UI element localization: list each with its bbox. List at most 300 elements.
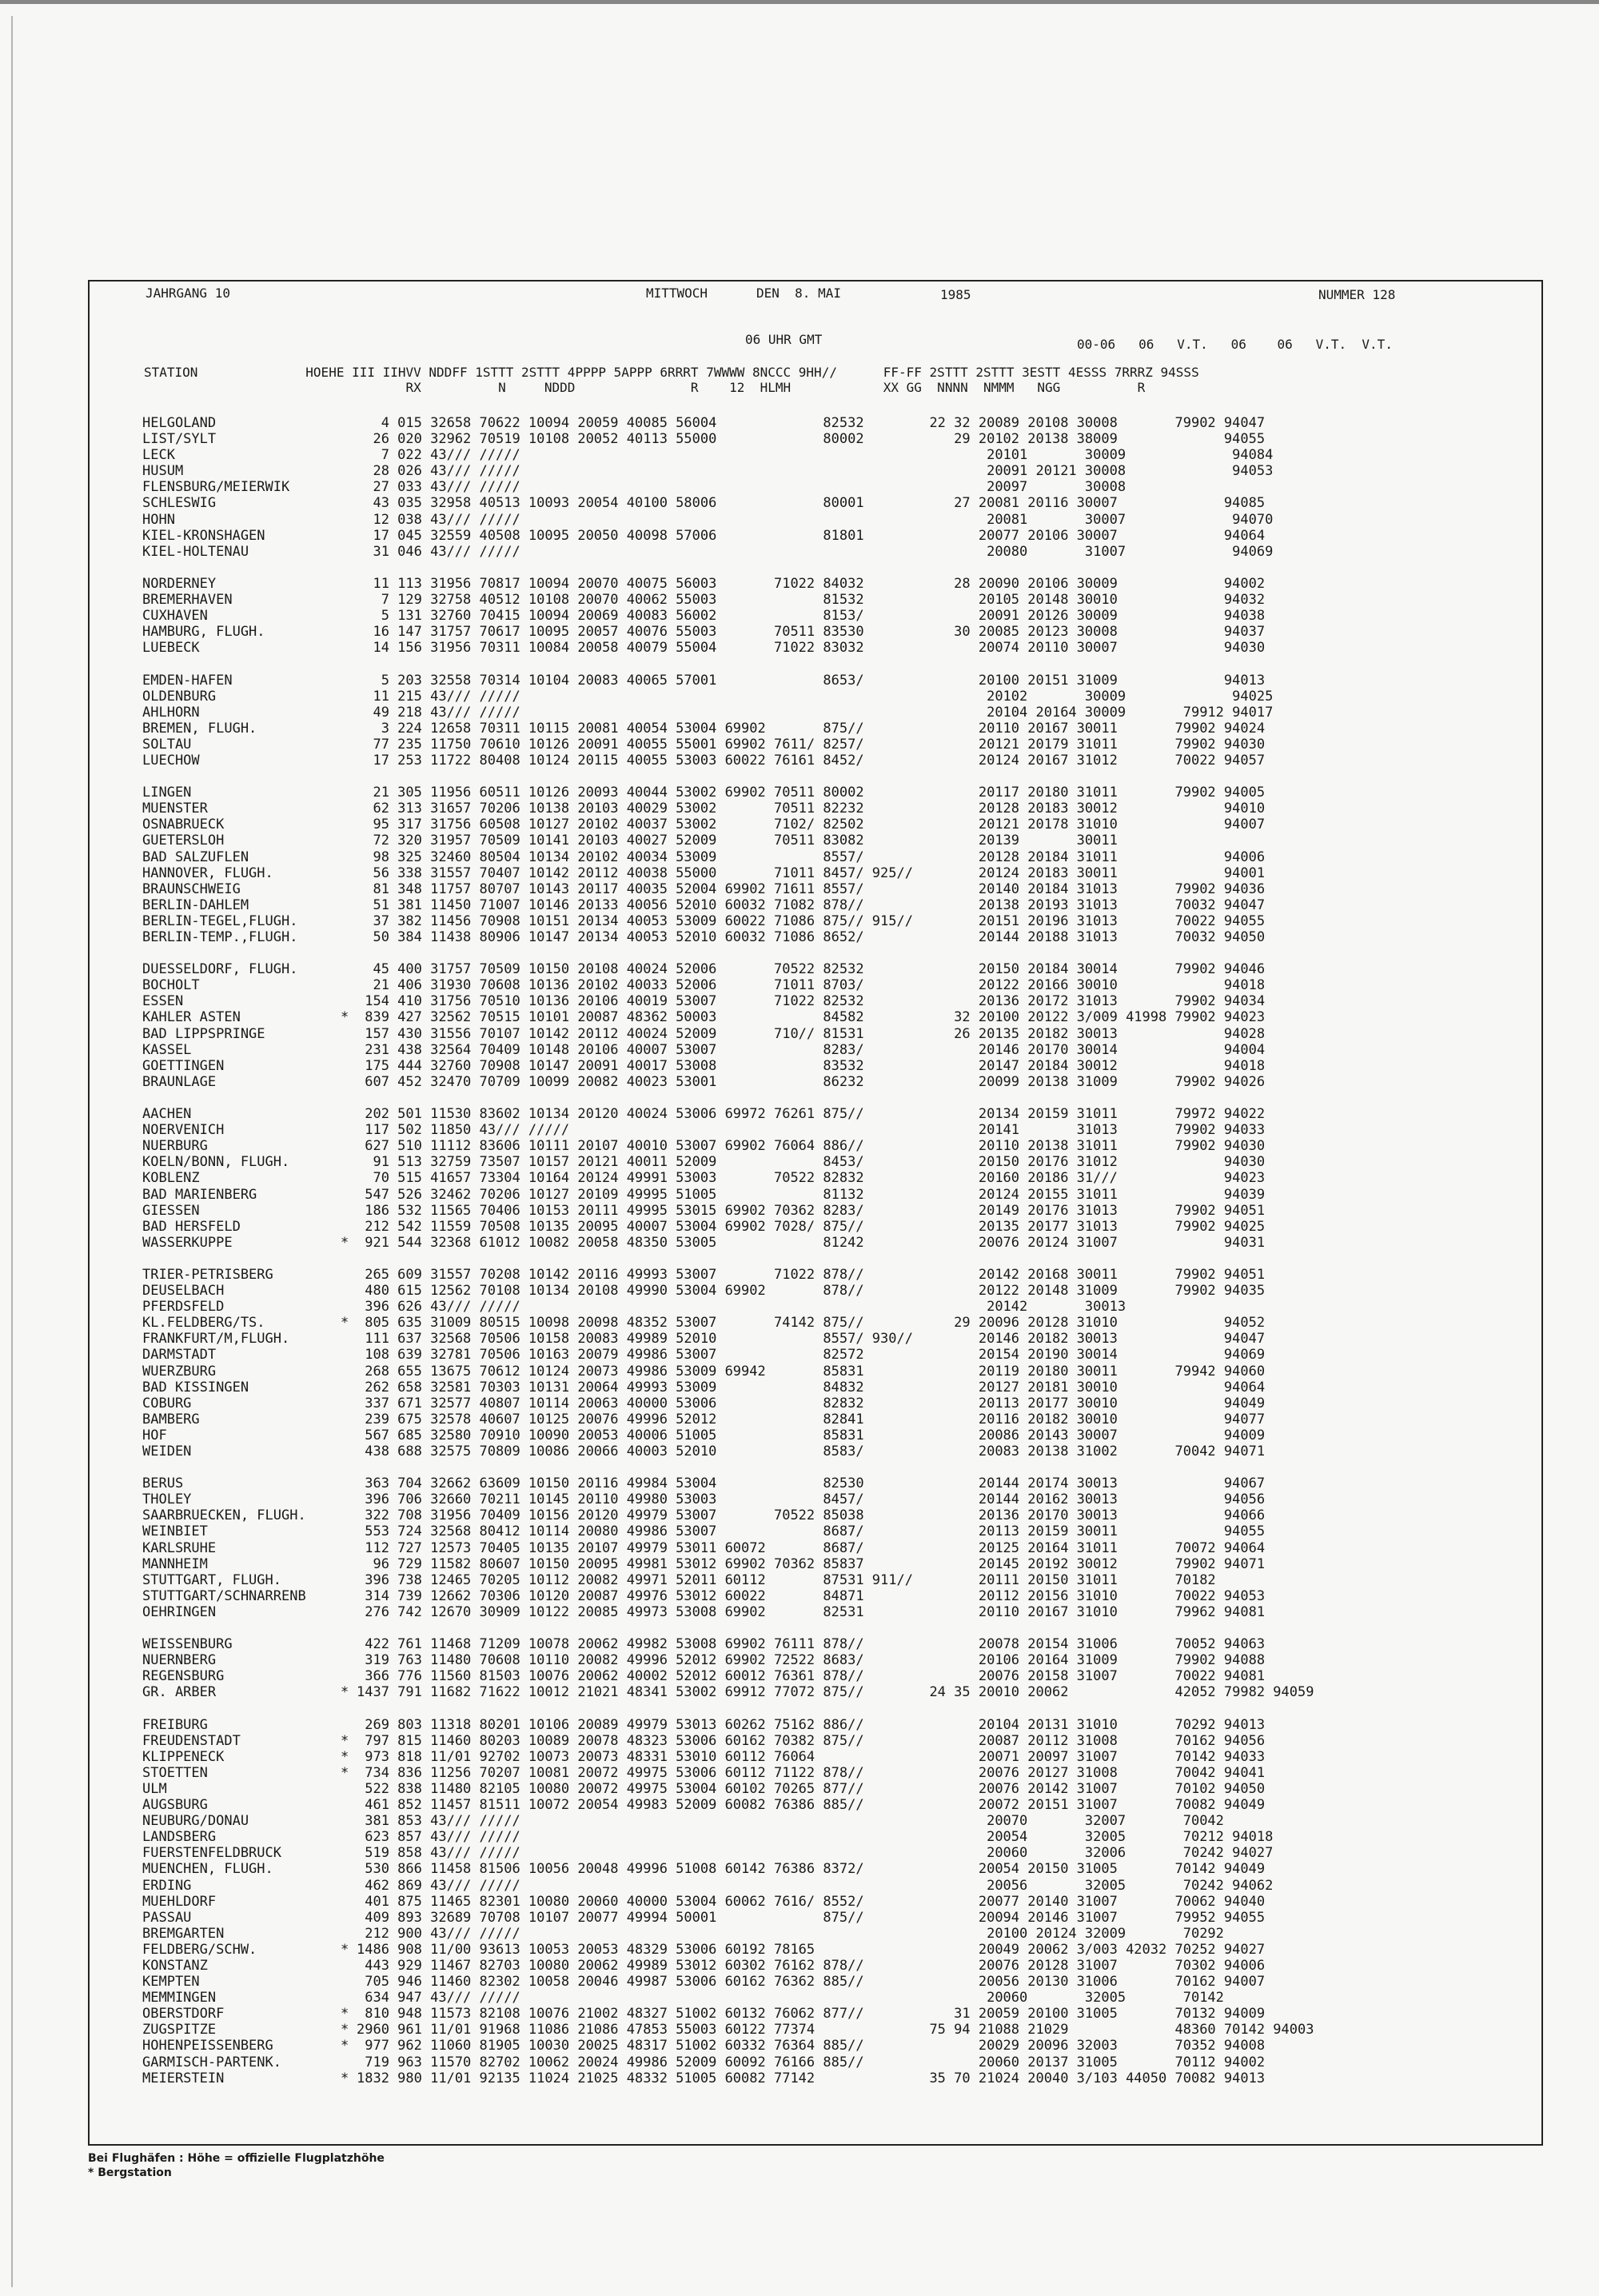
mountain-station-marker <box>341 479 357 495</box>
mountain-station-marker <box>341 1845 357 1861</box>
station-observation-values: 381 853 43/// ///// 20070 32007 70042 <box>357 1813 1224 1830</box>
station-name: TRIER-PETRISBERG <box>142 1266 273 1283</box>
station-observation-values: 719 963 11570 82702 10062 20024 49986 52009 60092 76166 885// 20060 20137 31005 70112 94002 <box>357 2054 1266 2070</box>
mountain-station-marker <box>341 431 357 447</box>
station-observation-values: 973 818 11/01 92702 10073 20073 48331 53010 60112 76064 20071 20097 31007 70142 94033 <box>357 1748 1266 1765</box>
station-observation-values: 12 038 43/// ///// 20081 30007 94070 <box>357 511 1274 528</box>
table-row <box>142 865 1314 881</box>
station-observation-values: 265 609 31557 70208 10142 20116 49993 53007 71022 878// 20142 20168 30011 79902 94051 <box>357 1266 1266 1283</box>
mountain-station-marker <box>341 961 357 977</box>
station-observation-values: 810 948 11573 82108 10076 21002 48327 51002 60132 76062 877// 31 20059 20100 31005 70132 94009 <box>357 2006 1266 2022</box>
mountain-station-marker <box>341 1668 357 1684</box>
station-observation-values: 108 639 32781 70506 10163 20079 49986 53007 82572 20154 20190 30014 94069 <box>357 1347 1266 1364</box>
station-observation-values: 4 015 32658 70622 10094 20059 40085 56004 82532 22 32 20089 20108 30008 79902 94047 <box>357 415 1266 431</box>
station-name: EMDEN-HAFEN <box>142 672 233 689</box>
station-observation-values: 262 658 32581 70303 10131 20064 49993 53009 84832 20127 20181 30010 94064 <box>357 1379 1266 1396</box>
station-name: AACHEN <box>142 1106 192 1123</box>
station-name: FUERSTENFELDBRUCK <box>142 1845 281 1862</box>
mountain-station-marker: * <box>341 1009 349 1026</box>
mountain-station-marker <box>341 929 357 945</box>
table-row <box>142 1684 1314 1700</box>
station-name: SOLTAU <box>142 736 192 753</box>
table-row <box>142 528 1314 544</box>
table-row <box>142 1604 1314 1620</box>
station-observation-values: 805 635 31009 80515 10098 20098 48352 53007 74142 875// 29 20096 20128 31010 94052 <box>357 1315 1266 1332</box>
group-spacer <box>142 1251 1314 1267</box>
station-name: KEMPTEN <box>142 1974 200 1991</box>
station-observation-values: 921 544 32368 61012 10082 20058 48350 53005 81242 20076 20124 31007 94031 <box>357 1234 1266 1251</box>
table-row <box>142 1219 1314 1235</box>
station-name: REGENSBURG <box>142 1668 225 1685</box>
table-row <box>142 495 1314 511</box>
table-row <box>142 1364 1314 1380</box>
station-name: SCHLESWIG <box>142 495 217 512</box>
station-name: GUETERSLOH <box>142 833 225 849</box>
mountain-station-marker <box>341 1364 357 1380</box>
station-observation-values: 11 215 43/// ///// 20102 30009 94025 <box>357 688 1274 705</box>
station-observation-values: 62 313 31657 70206 10138 20103 40029 53002 70511 82232 20128 20183 30012 94010 <box>357 801 1266 817</box>
mountain-station-marker <box>341 1652 357 1668</box>
group-spacer <box>142 1701 1314 1717</box>
station-observation-values: 366 776 11560 81503 10076 20062 40002 52012 60012 76361 878// 20076 20158 31007 70022 94081 <box>357 1668 1266 1685</box>
mountain-station-marker: * <box>341 2070 349 2086</box>
station-table <box>142 415 1314 2086</box>
station-name: LUEBECK <box>142 640 200 657</box>
mountain-station-marker <box>341 544 357 560</box>
table-row <box>142 1717 1314 1733</box>
mountain-station-marker <box>341 865 357 881</box>
mountain-station-marker <box>341 1958 357 1974</box>
station-observation-values: 11 113 31956 70817 10094 20070 40075 56003 71022 84032 28 20090 20106 30009 94002 <box>357 575 1266 592</box>
station-observation-values: 186 532 11565 70406 10153 20111 49995 53015 69902 70362 8283/ 20149 20176 31013 79902 94051 <box>357 1202 1266 1219</box>
station-observation-values: 461 852 11457 81511 10072 20054 49983 52009 60082 76386 885// 20072 20151 31007 70082 94049 <box>357 1797 1266 1814</box>
station-name: STUTTGART, FLUGH. <box>142 1571 281 1588</box>
table-row <box>142 737 1314 753</box>
table-row <box>142 1122 1314 1138</box>
station-observation-values: 268 655 13675 70612 10124 20073 49986 53009 69942 85831 20119 20180 30011 79942 94060 <box>357 1363 1266 1380</box>
table-row <box>142 1009 1314 1025</box>
issue-number: NUMMER 128 <box>1318 287 1396 302</box>
table-row <box>142 2054 1314 2070</box>
station-observation-values: 212 542 11559 70508 10135 20095 40007 53004 69902 7028/ 875// 20135 20177 31013 79902 94025 <box>357 1218 1266 1235</box>
station-name: KIEL-HOLTENAU <box>142 543 249 560</box>
table-row <box>142 881 1314 897</box>
station-name: LINGEN <box>142 785 192 801</box>
table-row <box>142 913 1314 929</box>
station-name: MUENCHEN, FLUGH. <box>142 1861 273 1878</box>
table-row <box>142 1733 1314 1749</box>
mountain-station-marker <box>341 1604 357 1620</box>
station-name: HELGOLAND <box>142 415 217 431</box>
mountain-station-marker <box>341 1138 357 1154</box>
station-observation-values: 212 900 43/// ///// 20100 20124 32009 70292 <box>357 1925 1224 1942</box>
station-name: AHLHORN <box>142 704 200 721</box>
station-name: KL.FELDBERG/TS. <box>142 1315 265 1332</box>
station-name: BREMEN, FLUGH. <box>142 720 257 737</box>
station-name: DUESSELDORF, FLUGH. <box>142 961 298 978</box>
table-row <box>142 544 1314 560</box>
mountain-station-marker <box>341 1572 357 1588</box>
station-name: PASSAU <box>142 1909 192 1926</box>
mountain-station-marker <box>341 785 357 801</box>
station-name: BRAUNSCHWEIG <box>142 880 241 897</box>
station-observation-values: 117 502 11850 43/// ///// 20141 31013 79902 94033 <box>357 1122 1266 1139</box>
table-row <box>142 1187 1314 1203</box>
station-observation-values: 31 046 43/// ///// 20080 31007 94069 <box>357 543 1274 560</box>
table-row <box>142 1347 1314 1363</box>
station-observation-values: 239 675 32578 40607 10125 20076 49996 52012 82841 20116 20182 30010 94077 <box>357 1411 1266 1428</box>
station-name: BREMERHAVEN <box>142 592 233 609</box>
station-observation-values: 634 947 43/// ///// 20060 32005 70142 <box>357 1990 1224 2007</box>
group-spacer <box>142 1620 1314 1636</box>
mountain-station-marker <box>341 495 357 511</box>
mountain-station-marker <box>341 528 357 544</box>
station-observation-values: 319 763 11480 70608 10110 20082 49996 52012 69902 72522 8683/ 20106 20164 31009 79902 94088 <box>357 1652 1266 1669</box>
mountain-station-marker: * <box>341 1315 349 1332</box>
mountain-station-marker: * <box>341 1234 349 1251</box>
station-name: FELDBERG/SCHW. <box>142 1941 257 1958</box>
table-row <box>142 431 1314 447</box>
mountain-station-marker <box>341 576 357 592</box>
table-row <box>142 608 1314 624</box>
station-observation-values: 154 410 31756 70510 10136 20106 40019 53007 71022 82532 20136 20172 31013 79902 94034 <box>357 993 1266 1010</box>
mountain-station-marker <box>341 705 357 721</box>
mountain-station-marker <box>341 1910 357 1926</box>
date-label: DEN 8. MAI <box>756 286 841 301</box>
mountain-station-marker <box>341 1283 357 1299</box>
station-name: STUTTGART/SCHNARRENB <box>142 1587 306 1604</box>
station-name: MEIERSTEIN <box>142 2070 225 2086</box>
mountain-station-marker <box>341 1347 357 1363</box>
station-observation-values: 5 203 32558 70314 10104 20083 40065 57001 8653/ 20100 20151 31009 94013 <box>357 672 1266 689</box>
station-name: DEUSELBACH <box>142 1283 225 1300</box>
table-row <box>142 1315 1314 1331</box>
station-observation-values: 175 444 32760 70908 10147 20091 40017 53008 83532 20147 20184 30012 94018 <box>357 1057 1266 1074</box>
station-observation-values: 553 724 32568 80412 10114 20080 49986 53007 8687/ 20113 20159 30011 94055 <box>357 1523 1266 1540</box>
station-observation-values: 396 706 32660 70211 10145 20110 49980 53003 8457/ 20144 20162 30013 94056 <box>357 1491 1266 1508</box>
mountain-station-marker <box>341 1556 357 1572</box>
station-observation-values: 7 022 43/// ///// 20101 30009 94084 <box>357 447 1274 464</box>
mountain-station-marker <box>341 640 357 656</box>
mountain-station-marker <box>341 897 357 913</box>
table-row <box>142 1475 1314 1491</box>
mountain-station-marker <box>341 913 357 929</box>
station-name: KAHLER ASTEN <box>142 1009 241 1026</box>
station-observation-values: 409 893 32689 70708 10107 20077 49994 50001 875// 20094 20146 31007 79952 94055 <box>357 1909 1266 1926</box>
table-row <box>142 479 1314 495</box>
mountain-station-marker <box>341 1797 357 1813</box>
table-row <box>142 1026 1314 1042</box>
station-name: BRAUNLAGE <box>142 1073 217 1090</box>
mountain-station-marker <box>341 1926 357 1942</box>
station-name: HANNOVER, FLUGH. <box>142 864 273 881</box>
mountain-station-marker <box>341 447 357 463</box>
station-name: NORDERNEY <box>142 575 217 592</box>
table-row <box>142 1507 1314 1523</box>
table-row <box>142 1797 1314 1813</box>
mountain-station-marker: * <box>341 2038 349 2054</box>
station-name: DARMSTADT <box>142 1347 217 1364</box>
table-row <box>142 1299 1314 1315</box>
station-observation-values: 72 320 31957 70509 10141 20103 40027 52009 70511 83082 20139 30011 <box>357 833 1118 849</box>
station-observation-values: 438 688 32575 70809 10086 20066 40003 52010 8583/ 20083 20138 31002 70042 94071 <box>357 1443 1266 1459</box>
mountain-station-marker <box>341 1058 357 1074</box>
station-name: WUERZBURG <box>142 1363 217 1380</box>
table-row <box>142 1443 1314 1459</box>
station-observation-values: 26 020 32962 70519 10108 20052 40113 55000 80002 29 20102 20138 38009 94055 <box>357 431 1266 448</box>
station-name: ERDING <box>142 1877 192 1894</box>
table-row <box>142 753 1314 769</box>
mountain-station-marker <box>341 833 357 849</box>
station-observation-values: 627 510 11112 83606 10111 20107 40010 53007 69902 76064 886// 20110 20138 31011 79902 94030 <box>357 1138 1266 1155</box>
mountain-station-marker <box>341 1219 357 1235</box>
station-name: BERLIN-DAHLEM <box>142 896 249 913</box>
station-name: KONSTANZ <box>142 1958 208 1974</box>
station-observation-values: 337 671 32577 40807 10114 20063 40000 53006 82832 20113 20177 30010 94049 <box>357 1395 1266 1412</box>
station-name: ULM <box>142 1780 167 1797</box>
station-observation-values: 28 026 43/// ///// 20091 20121 30008 94053 <box>357 463 1274 480</box>
group-spacer <box>142 1459 1314 1475</box>
mountain-station-marker <box>341 1154 357 1170</box>
station-observation-values: 462 869 43/// ///// 20056 32005 70242 94062 <box>357 1877 1274 1894</box>
mountain-station-marker: * <box>341 1764 349 1781</box>
station-name: MEMMINGEN <box>142 1990 217 2007</box>
station-name: KOBLENZ <box>142 1170 200 1187</box>
mountain-station-marker <box>341 1443 357 1459</box>
table-row <box>142 1942 1314 1958</box>
column-group-06-uhr: 06 UHR GMT <box>745 332 823 347</box>
station-name: FREIBURG <box>142 1716 208 1733</box>
station-name: CUXHAVEN <box>142 608 208 625</box>
mountain-station-marker <box>341 512 357 528</box>
mountain-station-marker <box>341 1106 357 1122</box>
table-row <box>142 1588 1314 1604</box>
station-name: GR. ARBER <box>142 1684 217 1701</box>
station-name: GOETTINGEN <box>142 1057 225 1074</box>
table-row <box>142 1412 1314 1428</box>
station-name: FREUDENSTADT <box>142 1732 241 1749</box>
table-row <box>142 1652 1314 1668</box>
table-row <box>142 1861 1314 1877</box>
station-observation-values: 443 929 11467 82703 10080 20062 49989 53012 60302 76162 878// 20076 20128 31007 70302 94006 <box>357 1958 1266 1974</box>
table-row <box>142 2022 1314 2038</box>
mountain-station-marker <box>341 1523 357 1539</box>
station-observation-values: 16 147 31757 70617 10095 20057 40076 55003 70511 83530 30 20085 20123 30008 94037 <box>357 624 1266 641</box>
mountain-station-marker <box>341 1187 357 1203</box>
table-row <box>142 592 1314 608</box>
jahrgang-label: JAHRGANG 10 <box>146 286 230 301</box>
station-observation-values: 1832 980 11/01 92135 11024 21025 48332 51005 60082 77142 35 70 21024 20040 3/103 44050 70082 94013 <box>357 2070 1266 2086</box>
mountain-station-marker <box>341 1894 357 1910</box>
station-name: GIESSEN <box>142 1202 200 1219</box>
station-name: KASSEL <box>142 1041 192 1058</box>
station-observation-values: 547 526 32462 70206 10127 20109 49995 51005 81132 20124 20155 31011 94039 <box>357 1186 1266 1203</box>
station-name: STOETTEN <box>142 1764 208 1781</box>
table-row <box>142 801 1314 817</box>
station-name: BAD SALZUFLEN <box>142 849 249 865</box>
mountain-station-marker: * <box>341 2022 349 2038</box>
station-observation-values: 21 305 11956 60511 10126 20093 40044 53002 69902 70511 80002 20117 20180 31011 79902 94005 <box>357 785 1266 801</box>
station-name: KARLSRUHE <box>142 1539 217 1556</box>
mountain-station-marker: * <box>341 2006 349 2022</box>
table-row <box>142 1138 1314 1154</box>
group-spacer <box>142 945 1314 961</box>
station-observation-values: 14 156 31956 70311 10084 20058 40079 55004 71022 83032 20074 20110 30007 94030 <box>357 640 1266 657</box>
mountain-station-marker <box>341 977 357 993</box>
mountain-station-marker: * <box>341 1684 349 1701</box>
mountain-station-marker <box>341 1299 357 1315</box>
table-row <box>142 1556 1314 1572</box>
table-row <box>142 817 1314 833</box>
station-observation-values: 1437 791 11682 71622 10012 21021 48341 53002 69912 77072 875// 24 35 20010 20062 42052 79982 94059 <box>357 1684 1314 1701</box>
footer-airport-note: Bei Flughäfen : Höhe = offizielle Flugplatzhöhe <box>88 2152 385 2165</box>
station-observation-values: 3 224 12658 70311 10115 20081 40054 53004 69902 875// 20110 20167 30011 79902 94024 <box>357 720 1266 737</box>
scan-edge-left <box>11 16 13 2287</box>
table-row <box>142 833 1314 849</box>
station-observation-values: 50 384 11438 80906 10147 20134 40053 52010 60032 71086 8652/ 20144 20188 31013 70032 94050 <box>357 929 1266 945</box>
mountain-station-marker <box>341 415 357 431</box>
station-observation-values: 43 035 32958 40513 10093 20054 40100 58006 80001 27 20081 20116 30007 94085 <box>357 495 1266 512</box>
table-row <box>142 1106 1314 1122</box>
station-observation-values: 396 626 43/// ///// 20142 30013 <box>357 1299 1126 1316</box>
station-observation-values: 56 338 31557 70407 10142 20112 40038 55000 71011 8457/ 925// 20124 20183 30011 94001 <box>357 864 1266 881</box>
station-observation-values: 45 400 31757 70509 10150 20108 40024 52006 70522 82532 20150 20184 30014 79902 94046 <box>357 961 1266 978</box>
station-observation-values: 17 045 32559 40508 10095 20050 40098 57006 81801 20077 20106 30007 94064 <box>357 527 1266 544</box>
station-observation-values: 51 381 11450 71007 10146 20133 40056 52010 60032 71082 878// 20138 20193 31013 70032 94047 <box>357 896 1266 913</box>
station-name: WEIDEN <box>142 1443 192 1459</box>
station-observation-values: 96 729 11582 80607 10150 20095 49981 53012 69902 70362 85837 20145 20192 30012 79902 94071 <box>357 1555 1266 1572</box>
station-observation-values: 734 836 11256 70207 10081 20072 49975 53006 60112 71122 878// 20076 20127 31008 70042 94041 <box>357 1764 1266 1781</box>
station-name: ESSEN <box>142 993 184 1010</box>
mountain-station-marker <box>341 1412 357 1428</box>
station-observation-values: 422 761 11468 71209 10078 20062 49982 53008 69902 76111 878// 20078 20154 31006 70052 94063 <box>357 1636 1266 1653</box>
table-row <box>142 1974 1314 1990</box>
station-name: MUENSTER <box>142 801 208 817</box>
table-row <box>142 1235 1314 1251</box>
table-row <box>142 1283 1314 1299</box>
station-observation-values: 95 317 31756 60508 10127 20102 40037 53002 7102/ 82502 20121 20178 31010 94007 <box>357 817 1266 833</box>
mountain-station-marker <box>341 1026 357 1042</box>
station-name: KIEL-KRONSHAGEN <box>142 527 265 544</box>
table-row <box>142 1058 1314 1074</box>
station-observation-values: 231 438 32564 70409 10148 20106 40007 53007 8283/ 20146 20170 30014 94004 <box>357 1041 1266 1058</box>
footer-mountain-station-note: * Bergstation <box>88 2166 172 2179</box>
station-name: BREMGARTEN <box>142 1925 225 1942</box>
station-name: BERUS <box>142 1475 184 1492</box>
table-row <box>142 705 1314 721</box>
table-row <box>142 1878 1314 1894</box>
station-observation-values: 269 803 11318 80201 10106 20089 49979 53013 60262 75162 886// 20104 20131 31010 70292 94013 <box>357 1716 1266 1733</box>
station-name: MUEHLDORF <box>142 1893 217 1910</box>
station-name: THOLEY <box>142 1491 192 1508</box>
table-row <box>142 1170 1314 1186</box>
station-name: ZUGSPITZE <box>142 2022 217 2038</box>
table-row <box>142 977 1314 993</box>
station-name: BAD MARIENBERG <box>142 1186 257 1203</box>
station-observation-values: 7 129 32758 40512 10108 20070 40062 55003 81532 20105 20148 30010 94032 <box>357 592 1266 609</box>
table-row <box>142 849 1314 865</box>
mountain-station-marker: * <box>341 1748 349 1765</box>
mountain-station-marker <box>341 1331 357 1347</box>
mountain-station-marker: * <box>341 1732 349 1749</box>
station-name: BAD HERSFELD <box>142 1218 241 1235</box>
table-row <box>142 415 1314 431</box>
mountain-station-marker <box>341 673 357 689</box>
station-observation-values: 276 742 12670 30909 10122 20085 49973 53008 69902 82531 20110 20167 31010 79962 94081 <box>357 1603 1266 1620</box>
mountain-station-marker <box>341 1475 357 1491</box>
group-spacer <box>142 1090 1314 1106</box>
table-row <box>142 576 1314 592</box>
year-label: 1985 <box>940 287 971 302</box>
mountain-station-marker <box>341 1990 357 2006</box>
station-name: BAD LIPPSPRINGE <box>142 1025 265 1042</box>
table-row <box>142 1636 1314 1652</box>
station-observation-values: 401 875 11465 82301 10080 20060 40000 53004 60062 7616/ 8552/ 20077 20140 31007 70062 94040 <box>357 1893 1266 1910</box>
mountain-station-marker <box>341 849 357 865</box>
mountain-station-marker <box>341 1122 357 1138</box>
table-row <box>142 1540 1314 1556</box>
table-row <box>142 1990 1314 2006</box>
mountain-station-marker <box>341 881 357 897</box>
table-row <box>142 1380 1314 1396</box>
column-group-climate: 00-06 06 V.T. 06 06 V.T. V.T. <box>1077 337 1393 352</box>
station-name: HOF <box>142 1427 167 1443</box>
mountain-station-marker <box>341 1428 357 1443</box>
station-name: HOHN <box>142 511 175 528</box>
station-observation-values: 21 406 31930 70608 10136 20102 40033 52006 71011 8703/ 20122 20166 30010 94018 <box>357 977 1266 994</box>
table-row <box>142 512 1314 528</box>
mountain-station-marker <box>341 721 357 737</box>
station-name: LUECHOW <box>142 752 200 769</box>
mountain-station-marker <box>341 1861 357 1877</box>
station-observation-values: 797 815 11460 80203 10089 20078 48323 53006 60162 70382 875// 20087 20112 31008 70162 94056 <box>357 1732 1266 1749</box>
mountain-station-marker <box>341 1380 357 1396</box>
mountain-station-marker <box>341 1717 357 1733</box>
mountain-station-marker <box>341 592 357 608</box>
station-observation-values: 17 253 11722 80408 10124 20115 40055 53003 60022 76161 8452/ 20124 20167 31012 70022 94057 <box>357 752 1266 769</box>
table-row <box>142 1781 1314 1797</box>
table-row <box>142 1331 1314 1347</box>
table-row <box>142 1829 1314 1845</box>
station-observation-values: 77 235 11750 70610 10126 20091 40055 55001 69902 7611/ 8257/ 20121 20179 31011 79902 94030 <box>357 736 1266 753</box>
table-row <box>142 1894 1314 1910</box>
table-row <box>142 1749 1314 1765</box>
station-observation-values: 839 427 32562 70515 10101 20087 48362 50003 84582 32 20100 20122 3/009 41998 79902 94023 <box>357 1009 1266 1026</box>
table-row <box>142 1668 1314 1684</box>
table-row <box>142 2070 1314 2086</box>
scan-edge-top <box>0 0 1599 4</box>
station-observation-values: 91 513 32759 73507 10157 20121 40011 52009 8453/ 20150 20176 31012 94030 <box>357 1154 1266 1171</box>
mountain-station-marker <box>341 1042 357 1058</box>
mountain-station-marker <box>341 1507 357 1523</box>
station-name: OSNABRUECK <box>142 817 225 833</box>
station-name: SAARBRUECKEN, FLUGH. <box>142 1507 306 1524</box>
table-row <box>142 640 1314 656</box>
station-observation-values: 2960 961 11/01 91968 11086 21086 47853 55003 60122 77374 75 94 21088 21029 48360 70142 94003 <box>357 2022 1314 2038</box>
station-name: AUGSBURG <box>142 1797 208 1814</box>
mountain-station-marker <box>341 1878 357 1894</box>
station-observation-values: 567 685 32580 70910 10090 20053 40006 51005 85831 20086 20143 30007 94009 <box>357 1427 1266 1443</box>
station-name: WEINBIET <box>142 1523 208 1540</box>
table-row <box>142 1910 1314 1926</box>
mountain-station-marker <box>341 1203 357 1219</box>
station-observation-values: 977 962 11060 81905 10030 20025 48317 51002 60332 76364 885// 20029 20096 32003 70352 94008 <box>357 2038 1266 2054</box>
table-row <box>142 1926 1314 1942</box>
mountain-station-marker <box>341 801 357 817</box>
station-observation-values: 202 501 11530 83602 10134 20120 40024 53006 69972 76261 875// 20134 20159 31011 79972 94022 <box>357 1106 1266 1123</box>
table-row <box>142 1074 1314 1090</box>
mountain-station-marker <box>341 624 357 640</box>
